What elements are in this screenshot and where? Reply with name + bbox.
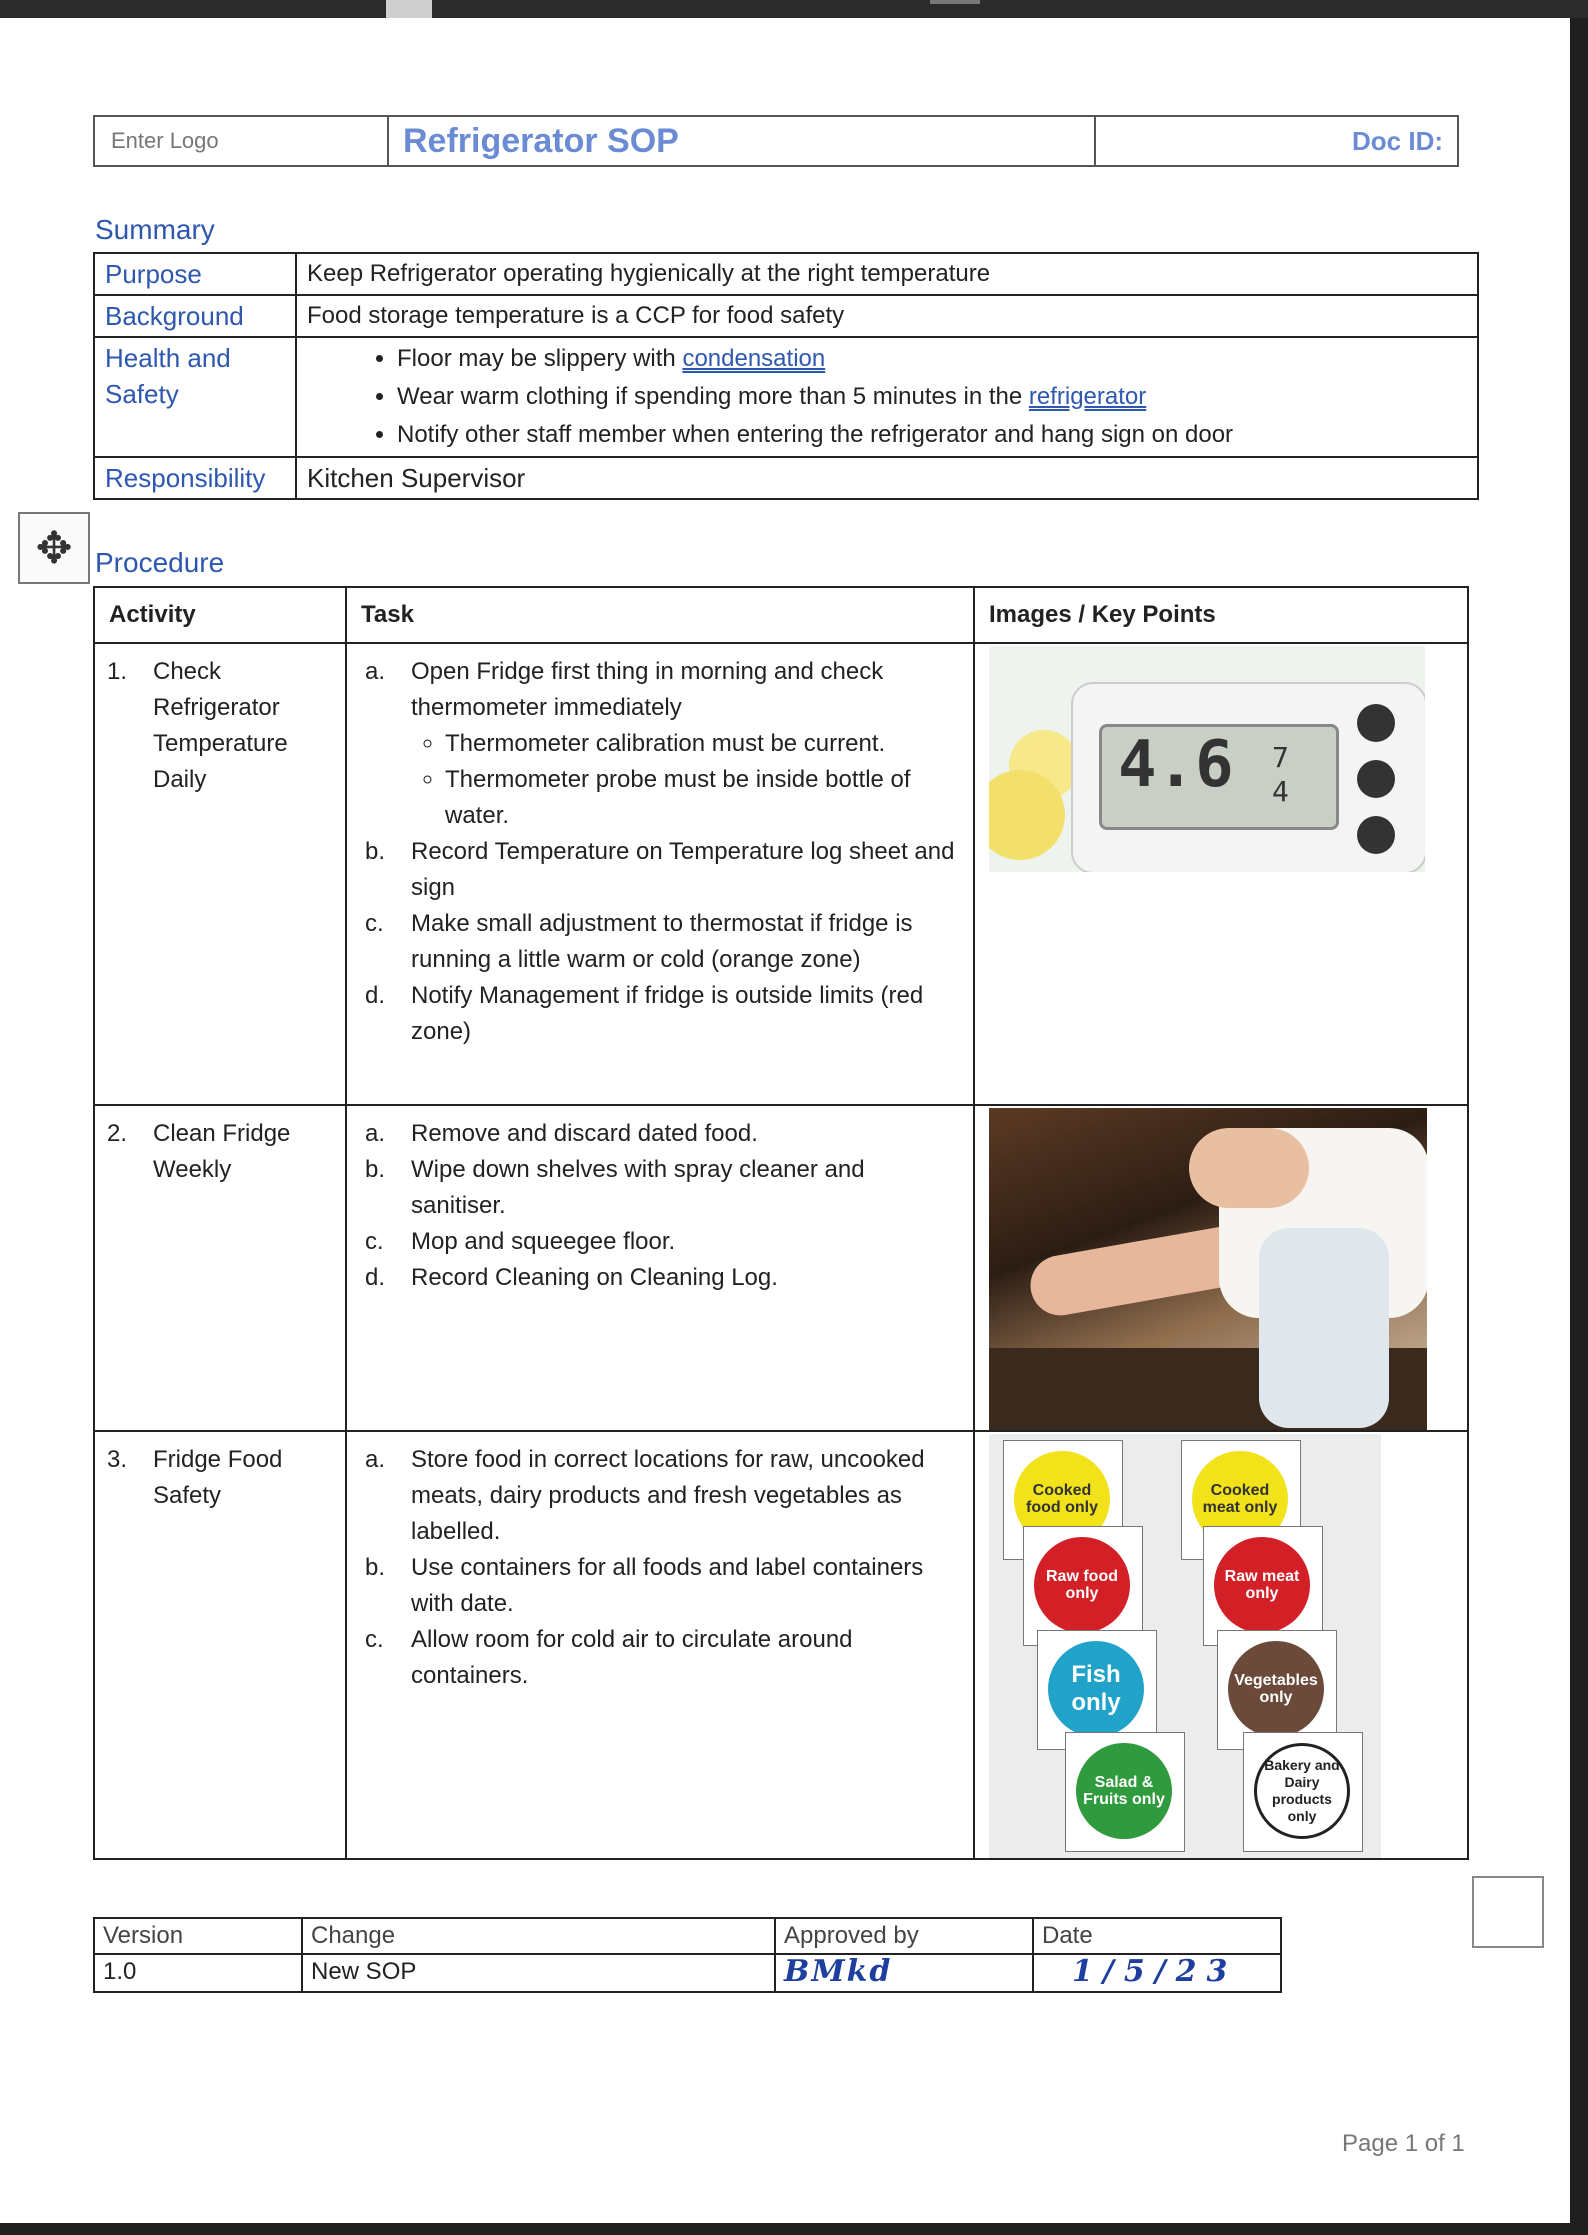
- task-item: a. Remove and discard dated food.: [365, 1120, 758, 1147]
- approved-by-header: Approved by: [775, 1918, 1033, 1954]
- responsibility-value[interactable]: Kitchen Supervisor: [296, 457, 1478, 499]
- purpose-label: Purpose: [94, 253, 296, 295]
- table-row: [94, 1431, 1468, 1859]
- activity-number: 3.: [107, 1446, 128, 1473]
- sticker-vegetables: Vegetables only: [1228, 1641, 1324, 1737]
- task-item: a. Open Fridge first thing in morning and check thermometer immediately ◦ Thermometer calibration must be current. ◦ Thermometer probe must be inside bottle of water.: [359, 654, 961, 834]
- change-header: Change: [302, 1918, 775, 1954]
- header-table: [93, 115, 1459, 167]
- summary-table: [93, 252, 1479, 500]
- task-cell[interactable]: [346, 1105, 974, 1431]
- task-item: d. Notify Management if fridge is outside limits (red zone): [365, 982, 924, 1045]
- table-row: [94, 1105, 1468, 1431]
- procedure-heading: Procedure: [95, 547, 225, 578]
- doc-id-label[interactable]: Doc ID:: [1095, 116, 1458, 166]
- document-page[interactable]: [0, 18, 1570, 2223]
- signature-text: BMkd: [784, 1954, 893, 1989]
- task-item: c. Allow room for cold air to circulate around containers.: [365, 1626, 853, 1689]
- sub-item: ◦ Thermometer probe must be inside bottle of water.: [445, 762, 961, 834]
- sticker-cooked-meat: Cooked meat only: [1192, 1451, 1288, 1547]
- sticker-bakery-dairy: Bakery and Dairy products only: [1254, 1743, 1350, 1839]
- activity-cell[interactable]: [94, 1431, 346, 1859]
- background-label: Background: [94, 295, 296, 337]
- date-header: Date: [1033, 1918, 1281, 1954]
- change-value[interactable]: New SOP: [302, 1954, 775, 1992]
- window-bottom-edge: [0, 2223, 1588, 2235]
- background-value[interactable]: Food storage temperature is a CCP for food safety: [296, 295, 1478, 337]
- task-item: b. Record Temperature on Temperature log sheet and sign: [365, 838, 955, 901]
- activity-text: Check Refrigerator Temperature Daily: [153, 658, 288, 793]
- activity-number: 1.: [107, 658, 128, 685]
- sticker-cooked-food: Cooked food only: [1014, 1451, 1110, 1547]
- handwritten-date: 1/5/23: [1072, 1954, 1238, 1989]
- cleaning-photo: [989, 1108, 1427, 1430]
- task-item: c. Make small adjustment to thermostat if fridge is running a little warm or cold (orange zone): [365, 910, 913, 973]
- sticker-raw-food: Raw food only: [1034, 1537, 1130, 1633]
- task-item: a. Store food in correct locations for raw, uncooked meats, dairy products and fresh vegetables as labelled.: [365, 1446, 925, 1545]
- activity-cell[interactable]: [94, 643, 346, 1105]
- health-safety-label: Health and Safety: [94, 337, 296, 457]
- cleaning-image-cell[interactable]: [974, 1105, 1468, 1431]
- column-header-task: Task: [346, 587, 974, 643]
- version-table: [93, 1917, 1282, 1993]
- task-item: d. Record Cleaning on Cleaning Log.: [365, 1264, 778, 1291]
- food-label-stickers-image: [989, 1434, 1381, 1858]
- activity-text: Fridge Food Safety: [153, 1446, 283, 1509]
- health-item: • Notify other staff member when entering the refrigerator and hang sign on door: [397, 416, 1467, 454]
- spellcheck-word[interactable]: condensation: [682, 345, 826, 372]
- sticker-fish: Fish only: [1048, 1641, 1144, 1737]
- responsibility-label: Responsibility: [94, 457, 296, 499]
- task-item: c. Mop and squeegee floor.: [365, 1228, 676, 1255]
- activity-cell[interactable]: [94, 1105, 346, 1431]
- health-item: • Floor may be slippery with condensation: [397, 340, 1467, 378]
- approver-signature[interactable]: [775, 1954, 1033, 1992]
- task-item: b. Use containers for all foods and label containers with date.: [365, 1554, 924, 1617]
- thermometer-image: 4.6 7 4: [989, 646, 1425, 872]
- move-handle-icon[interactable]: ✥: [18, 512, 90, 584]
- window-top-bar: [0, 0, 1588, 20]
- table-resize-handle[interactable]: [1472, 1876, 1544, 1948]
- activity-number: 2.: [107, 1120, 128, 1147]
- food-stickers-cell[interactable]: [974, 1431, 1468, 1859]
- thermometer-reading: 4.6: [1118, 728, 1234, 802]
- ruler-marker[interactable]: [930, 0, 980, 4]
- document-title[interactable]: Refrigerator SOP: [388, 116, 1095, 166]
- procedure-table: [93, 586, 1469, 1860]
- health-safety-list[interactable]: [296, 337, 1478, 457]
- summary-heading: Summary: [95, 214, 215, 245]
- column-header-activity: Activity: [94, 587, 346, 643]
- column-header-images: Images / Key Points: [974, 587, 1468, 643]
- page-number: Page 1 of 1: [1342, 2130, 1465, 2157]
- table-row: [94, 643, 1468, 1105]
- thermometer-image-cell[interactable]: [974, 643, 1468, 1105]
- task-cell[interactable]: [346, 1431, 974, 1859]
- task-item: b. Wipe down shelves with spray cleaner and sanitiser.: [365, 1156, 865, 1219]
- logo-placeholder[interactable]: Enter Logo: [94, 116, 388, 166]
- sub-item: ◦ Thermometer calibration must be current.: [445, 726, 961, 762]
- window-right-edge: [1570, 18, 1588, 2235]
- purpose-value[interactable]: Keep Refrigerator operating hygienically at the right temperature: [296, 253, 1478, 295]
- health-item: • Wear warm clothing if spending more than 5 minutes in the refrigerator: [397, 378, 1467, 416]
- task-cell[interactable]: [346, 643, 974, 1105]
- sticker-raw-meat: Raw meat only: [1214, 1537, 1310, 1633]
- ruler-marker[interactable]: [386, 0, 432, 18]
- version-value[interactable]: 1.0: [94, 1954, 302, 1992]
- spellcheck-word[interactable]: refrigerator: [1028, 383, 1147, 410]
- version-header: Version: [94, 1918, 302, 1954]
- date-value[interactable]: [1033, 1954, 1281, 1992]
- activity-text: Clean Fridge Weekly: [153, 1120, 291, 1183]
- sticker-salad-fruits: Salad & Fruits only: [1076, 1743, 1172, 1839]
